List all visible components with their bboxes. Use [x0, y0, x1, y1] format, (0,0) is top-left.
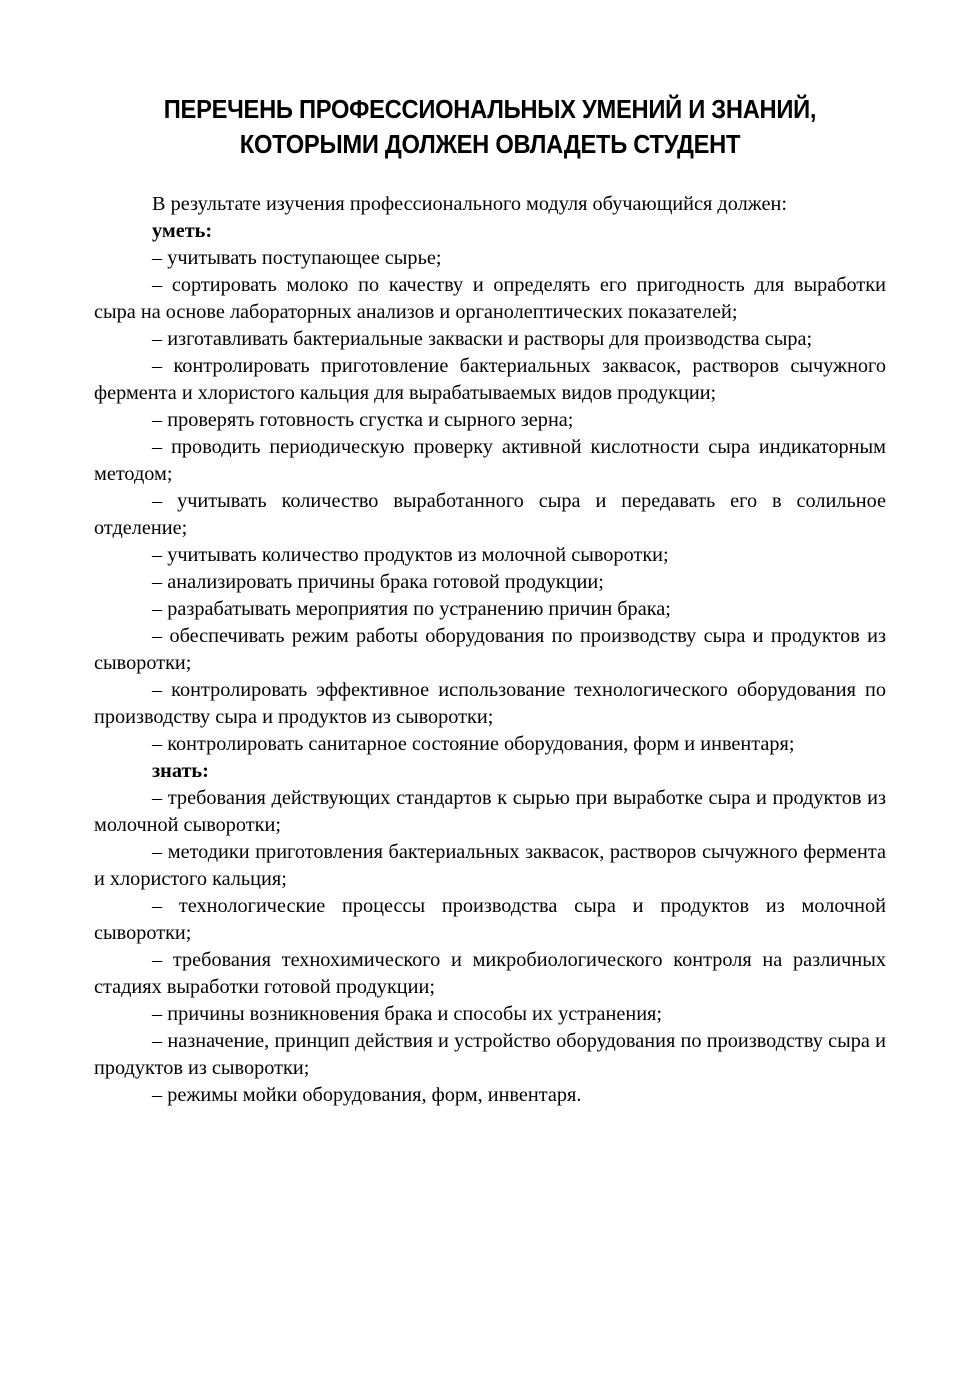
title-line-1: ПЕРЕЧЕНЬ ПРОФЕССИОНАЛЬНЫХ УМЕНИЙ И ЗНАНИЙ,	[163, 96, 817, 124]
list-item: – разрабатывать мероприятия по устранению причин брака;	[152, 598, 671, 620]
list-item: – причины возникновения брака и способы их устранения;	[152, 1003, 663, 1025]
list-item: – проверять готовность сгустка и сырного зерна;	[152, 409, 574, 431]
list-item: – контролировать приготовление бактериальных заквасок, растворов сычужного фермента и хлористого кальция для вырабатываемых видов продукции;	[94, 355, 886, 404]
list-item: – контролировать санитарное состояние оборудования, форм и инвентаря;	[152, 733, 795, 755]
list-item: – режимы мойки оборудования, форм, инвентаря.	[152, 1084, 582, 1106]
knowledge-heading: знать:	[152, 760, 209, 782]
skills-list	[94, 245, 886, 758]
list-item: – проводить периодическую проверку активной кислотности сыра индикаторным методом;	[94, 436, 886, 485]
list-item: – назначение, принцип действия и устройство оборудования по производству сыра и продуктов из сыворотки;	[94, 1030, 886, 1079]
list-item: – технологические процессы производства сыра и продуктов из молочной сыворотки;	[94, 895, 886, 944]
document-body	[94, 191, 886, 1109]
list-item: – методики приготовления бактериальных заквасок, растворов сычужного фермента и хлористого кальция;	[94, 841, 886, 890]
list-item: – анализировать причины брака готовой продукции;	[152, 571, 604, 593]
list-item: – контролировать эффективное использование технологического оборудования по производству сыра и продуктов из сыворотки;	[94, 679, 886, 728]
page-title	[122, 93, 859, 163]
title-line-2: КОТОРЫМИ ДОЛЖЕН ОВЛАДЕТЬ СТУДЕНТ	[239, 131, 741, 159]
skills-heading: уметь:	[152, 220, 213, 242]
list-item: – обеспечивать режим работы оборудования по производству сыра и продуктов из сыворотки;	[94, 625, 886, 674]
list-item: – изготавливать бактериальные закваски и растворы для производства сыра;	[152, 328, 813, 350]
intro-paragraph: В результате изучения профессионального модуля обучающийся должен:	[152, 193, 787, 215]
list-item: – сортировать молоко по качеству и определять его пригодность для выработки сыра на основе лабораторных анализов и органолептических показателей;	[94, 274, 886, 323]
list-item: – учитывать поступающее сырье;	[152, 247, 442, 269]
list-item: – учитывать количество выработанного сыра и передавать его в солильное отделение;	[94, 490, 886, 539]
knowledge-list	[94, 785, 886, 1109]
list-item: – требования технохимического и микробиологического контроля на различных стадиях выработки готовой продукции;	[94, 949, 886, 998]
list-item: – требования действующих стандартов к сырью при выработке сыра и продуктов из молочной сыворотки;	[94, 787, 886, 836]
list-item: – учитывать количество продуктов из молочной сыворотки;	[152, 544, 669, 566]
